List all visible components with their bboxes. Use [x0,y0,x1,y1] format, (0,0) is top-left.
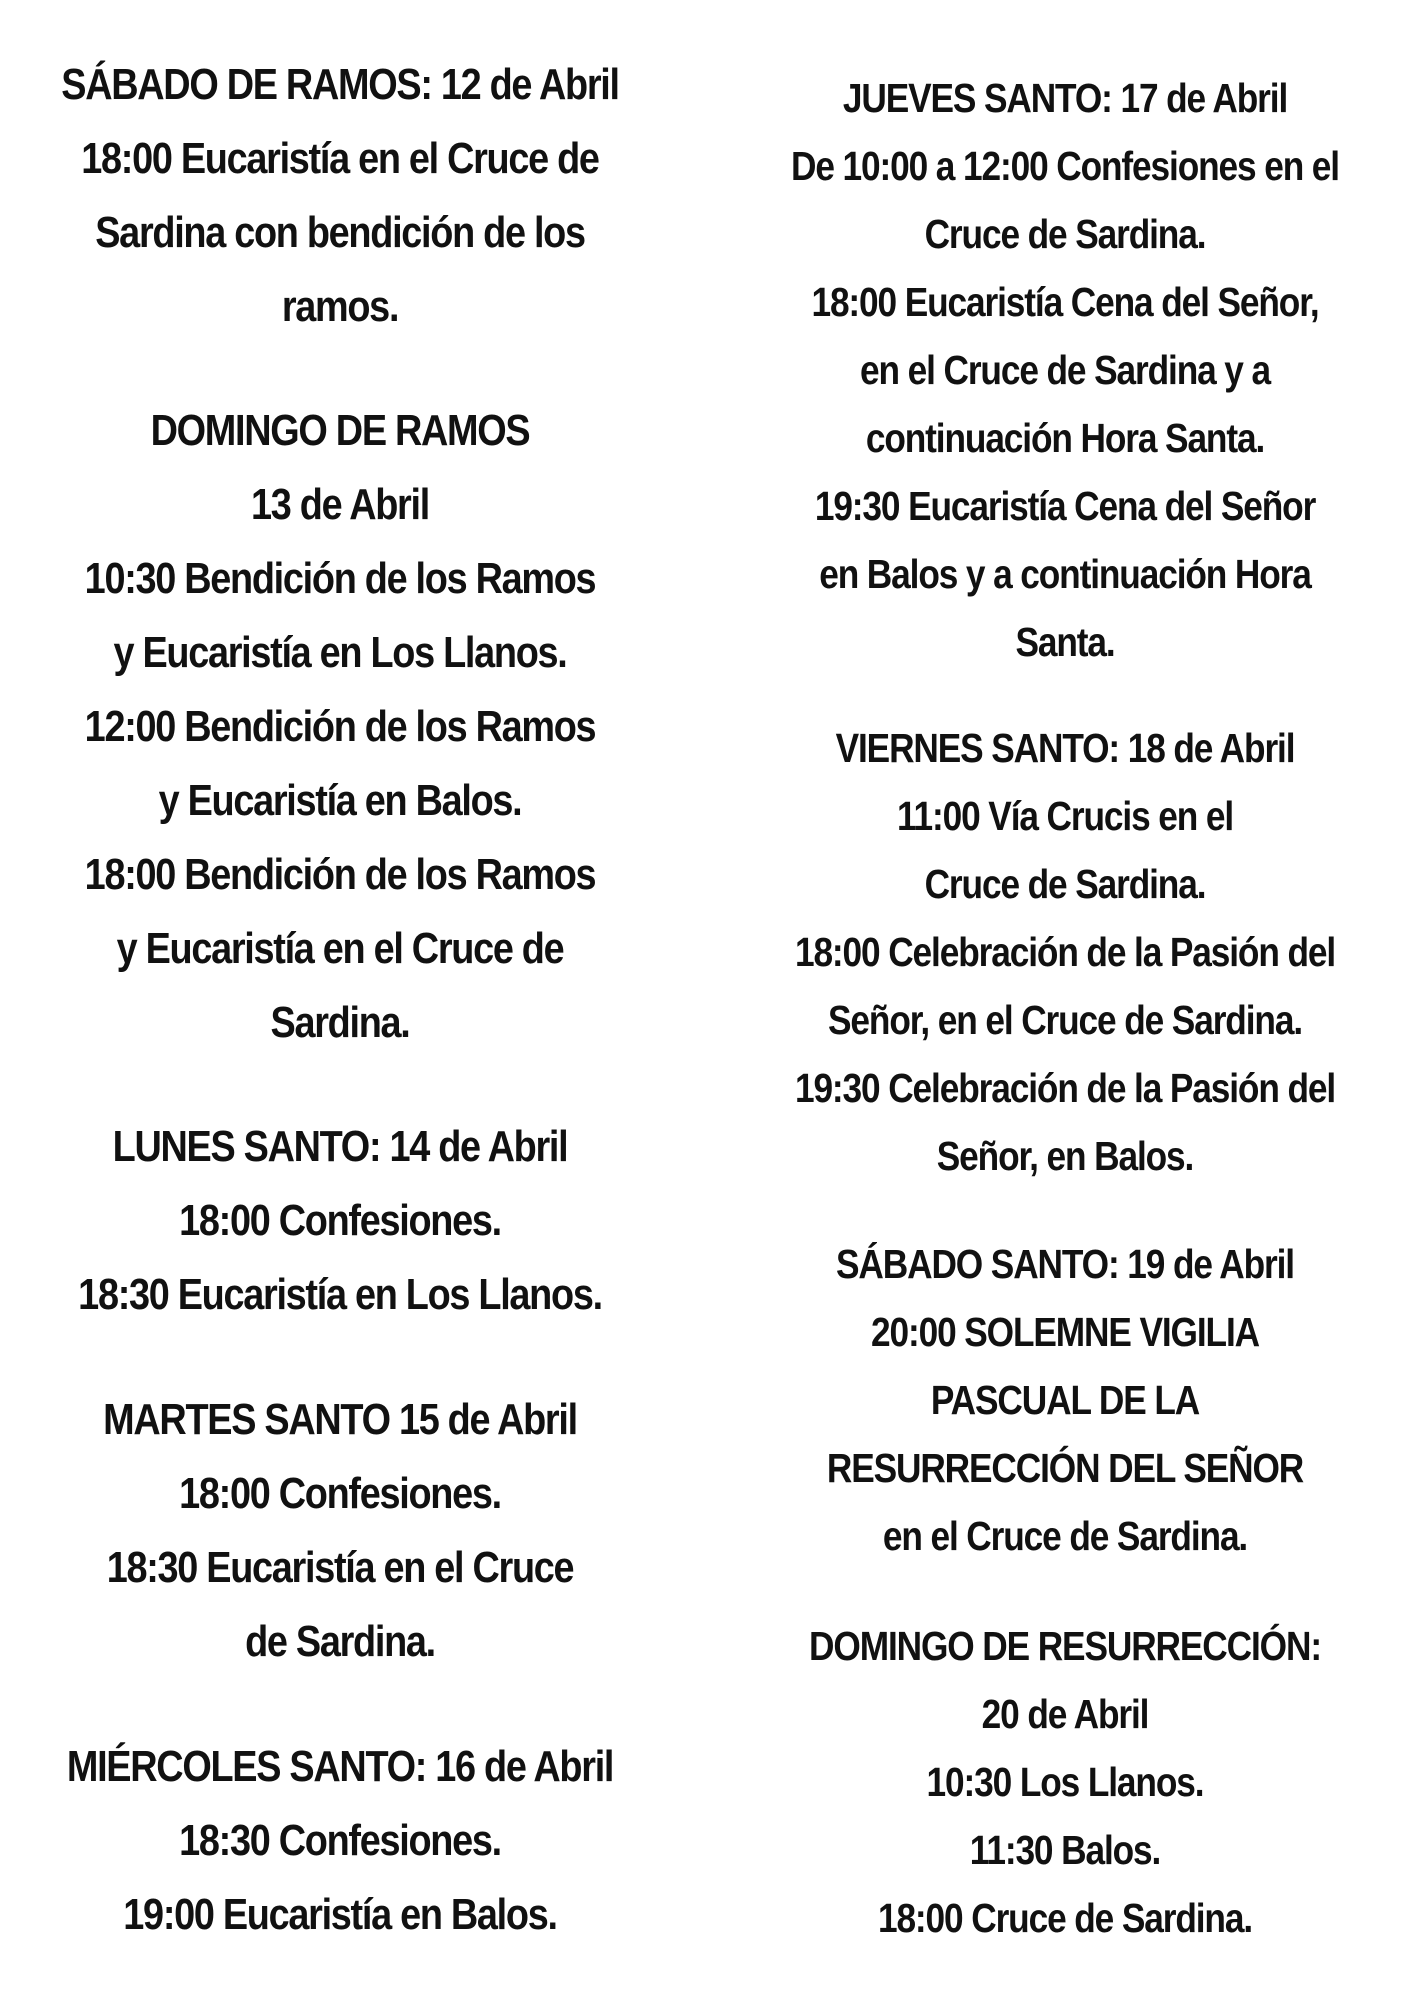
block-line: Sardina. [270,998,410,1047]
block-line: 18:00 Confesiones. [179,1469,501,1518]
block-line: Cruce de Sardina. [924,211,1206,257]
viernes-santo-block [730,714,1400,1190]
block-line: y Eucaristía en Los Llanos. [113,628,567,677]
block-line: 18:00 Eucaristía en el Cruce de [81,134,599,183]
domingo-de-resurreccion-block [730,1612,1400,1952]
block-heading: DOMINGO DE RAMOS [150,406,530,455]
block-line: 18:00 Cruce de Sardina. [877,1895,1253,1941]
block-line: 20:00 SOLEMNE VIGILIA [871,1309,1259,1355]
block-line: Señor, en Balos. [936,1133,1194,1179]
block-line: 19:30 Celebración de la Pasión del [794,1065,1336,1111]
block-heading: JUEVES SANTO: 17 de Abril [842,75,1288,121]
block-heading: DOMINGO DE RESURRECCIÓN: [809,1623,1321,1669]
block-line: 10:30 Los Llanos. [926,1759,1204,1805]
block-line: 18:30 Eucaristía en el Cruce [106,1543,574,1592]
block-line: ramos. [281,282,399,331]
block-line: 18:00 Bendición de los Ramos [84,850,596,899]
block-heading: SÁBADO DE RAMOS: 12 de Abril [61,60,619,109]
block-heading: MARTES SANTO 15 de Abril [103,1395,577,1444]
sabado-santo-block [730,1230,1400,1570]
block-line: de Sardina. [245,1617,435,1666]
block-line: 12:00 Bendición de los Ramos [84,702,596,751]
block-heading: VIERNES SANTO: 18 de Abril [835,725,1295,771]
martes-santo-block [10,1383,670,1679]
block-line: 20 de Abril [981,1691,1149,1737]
domingo-de-ramos-block [10,394,670,1060]
block-line: en el Cruce de Sardina y a [860,347,1270,393]
block-line: y Eucaristía en el Cruce de [116,924,564,973]
jueves-santo-block [730,64,1400,676]
block-heading: SÁBADO SANTO: 19 de Abril [836,1241,1294,1287]
block-line: 18:30 Eucaristía en Los Llanos. [78,1270,602,1319]
sabado-de-ramos-block [10,48,670,344]
block-line: 11:00 Vía Crucis en el [896,793,1234,839]
block-line: en Balos y a continuación Hora [819,551,1311,597]
block-heading: MIÉRCOLES SANTO: 16 de Abril [66,1742,614,1791]
lunes-santo-block [10,1110,670,1332]
block-line: 19:00 Eucaristía en Balos. [123,1890,557,1939]
block-line: 11:30 Balos. [969,1827,1161,1873]
block-line: 18:00 Confesiones. [179,1196,501,1245]
block-line: PASCUAL DE LA [930,1377,1200,1423]
block-line: 18:00 Celebración de la Pasión del [794,929,1336,975]
block-line: De 10:00 a 12:00 Confesiones en el [791,143,1339,189]
block-line: 18:30 Confesiones. [179,1816,501,1865]
miercoles-santo-block [10,1730,670,1952]
block-line: 18:00 Eucaristía Cena del Señor, [811,279,1319,325]
block-line: Sardina con bendición de los [95,208,585,257]
block-line: Santa. [1015,619,1115,665]
block-line: Cruce de Sardina. [924,861,1206,907]
block-line: en el Cruce de Sardina. [882,1513,1248,1559]
block-line: y Eucaristía en Balos. [158,776,522,825]
block-line: 19:30 Eucaristía Cena del Señor [814,483,1316,529]
block-heading: LUNES SANTO: 14 de Abril [112,1122,568,1171]
block-line: RESURRECCIÓN DEL SEÑOR [826,1445,1304,1491]
block-line: continuación Hora Santa. [865,415,1265,461]
block-line: 10:30 Bendición de los Ramos [84,554,596,603]
block-line: 13 de Abril [251,480,429,529]
block-line: Señor, en el Cruce de Sardina. [828,997,1302,1043]
